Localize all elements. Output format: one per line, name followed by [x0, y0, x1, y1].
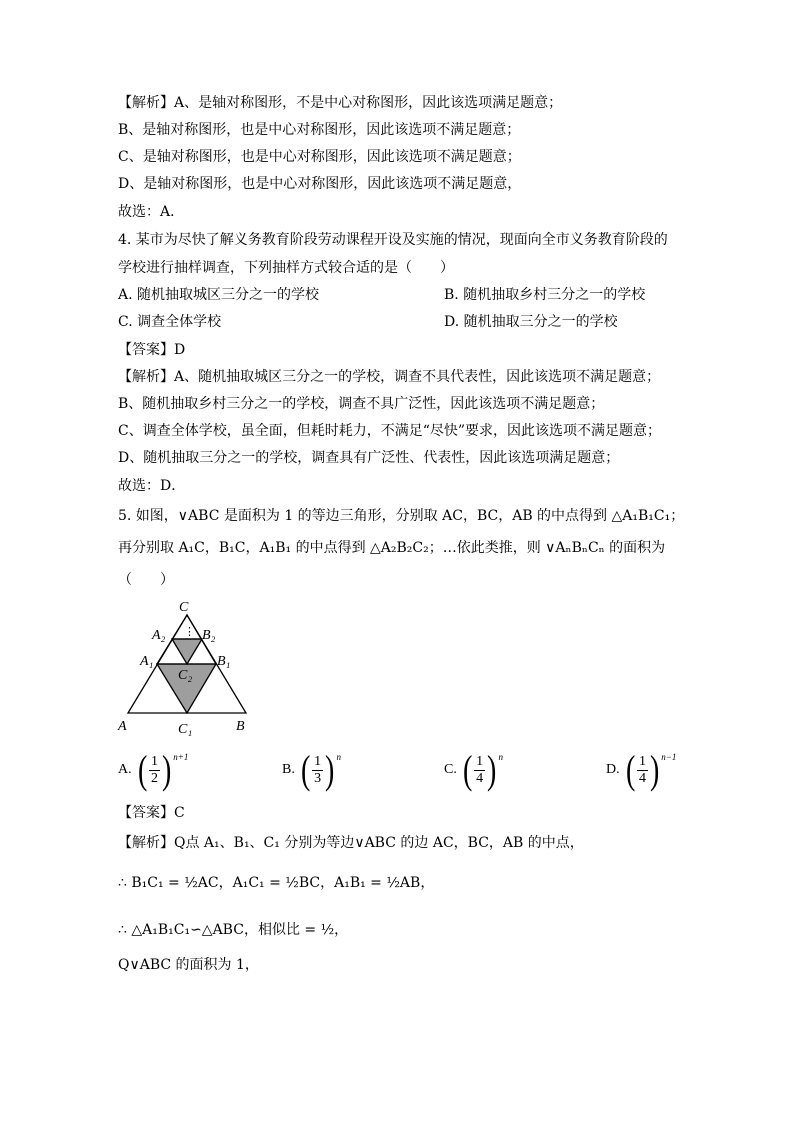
solution-q3-line2: B、是轴对称图形，也是中心对称图形，因此该选项不满足题意；	[118, 122, 521, 138]
question-5-line1: 5. 如图，∨ABC 是面积为 1 的等边三角形，分别取 AC，BC，AB 的中点得到 △A₁B₁C₁；	[118, 508, 685, 524]
q4-answer: 【答案】D	[118, 342, 186, 358]
label-c1: C₁	[178, 722, 193, 737]
q4-solution-line3: C、调查全体学校，虽全面，但耗时耗力，不满足“尽快”要求，因此该选项不满足题意；	[118, 423, 662, 439]
solution-q3-line4: D、是轴对称图形，也是中心对称图形，因此该选项不满足题意，	[118, 176, 522, 192]
q4-option-a: A. 随机抽取城区三分之一的学校	[118, 287, 320, 303]
label-b1: B₁	[217, 654, 231, 669]
label-b2: B₂	[202, 628, 216, 643]
label-a2: A₂	[152, 628, 166, 643]
q4-solution-line4: D、随机抽取三分之一的学校，调查具有广泛性、代表性，因此该选项满足题意；	[118, 450, 620, 466]
q4-solution-line1: 【解析】A、随机抽取城区三分之一的学校，调查不具代表性，因此该选项不满足题意；	[118, 369, 661, 385]
triangle-figure	[110, 595, 270, 745]
label-c: C	[179, 600, 189, 615]
question-5-blank: （ ）	[118, 572, 174, 588]
question-4-line2: 学校进行抽样调查，下列抽样方式较合适的是（ ）	[118, 260, 454, 276]
q5-solution-line1: 【解析】Q点 A₁、B₁、C₁ 分别为等边∨ABC 的边 AC，BC，AB 的中点，	[118, 835, 584, 851]
q5-option-a: A. ( $\frac{1}{2}$ ) $^{n+1}$	[118, 747, 189, 792]
q4-option-c: C. 调查全体学校	[118, 314, 222, 330]
q4-option-d: D. 随机抽取三分之一的学校	[444, 314, 618, 330]
q4-solution-line2: B、随机抽取乡村三分之一的学校，调查不具广泛性，因此该选项不满足题意；	[118, 396, 605, 412]
q5-option-c: C. ( $\frac{1}{4}$ ) $^n$	[444, 747, 503, 792]
question-4-line1: 4. 某市为尽快了解义务教育阶段劳动课程开设及实施的情况，现面向全市义务教育阶段的	[118, 232, 668, 248]
label-a: A	[118, 719, 127, 734]
q4-conclusion: 故选：D．	[118, 478, 186, 494]
q5-option-b: B. ( $\frac{1}{3}$ ) $^n$	[282, 747, 341, 792]
solution-q3-conclusion: 故选：A．	[118, 204, 185, 220]
q5-solution-line2: ∴ B₁C₁ = ½AC，A₁C₁ = ½BC，A₁B₁ = ½AB，	[118, 875, 435, 891]
q5-option-d: D. ( $\frac{1}{4}$ ) $^{n-1}$	[606, 747, 677, 792]
dots-label: ⋮	[184, 626, 195, 638]
solution-q3-line1: 【解析】A、是轴对称图形，不是中心对称图形，因此该选项满足题意；	[118, 95, 563, 111]
label-a1: A₁	[140, 654, 154, 669]
shaded-triangle-2	[172, 639, 202, 664]
q4-option-b: B. 随机抽取乡村三分之一的学校	[444, 287, 646, 303]
q5-answer: 【答案】C	[118, 805, 185, 821]
question-5-line2: 再分别取 A₁C，B₁C，A₁B₁ 的中点得到 △A₂B₂C₂；…依此类推，则 ∨AₙBₙCₙ 的面积为	[118, 540, 666, 556]
q5-solution-line3: ∴ △A₁B₁C₁∽△ABC，相似比 = ½，	[118, 922, 349, 938]
solution-q3-line3: C、是轴对称图形，也是中心对称图形，因此该选项不满足题意；	[118, 149, 521, 165]
label-b: B	[236, 719, 245, 734]
label-c2: C₂	[178, 668, 193, 683]
q5-solution-line4: Q∨ABC 的面积为 1，	[118, 957, 259, 973]
